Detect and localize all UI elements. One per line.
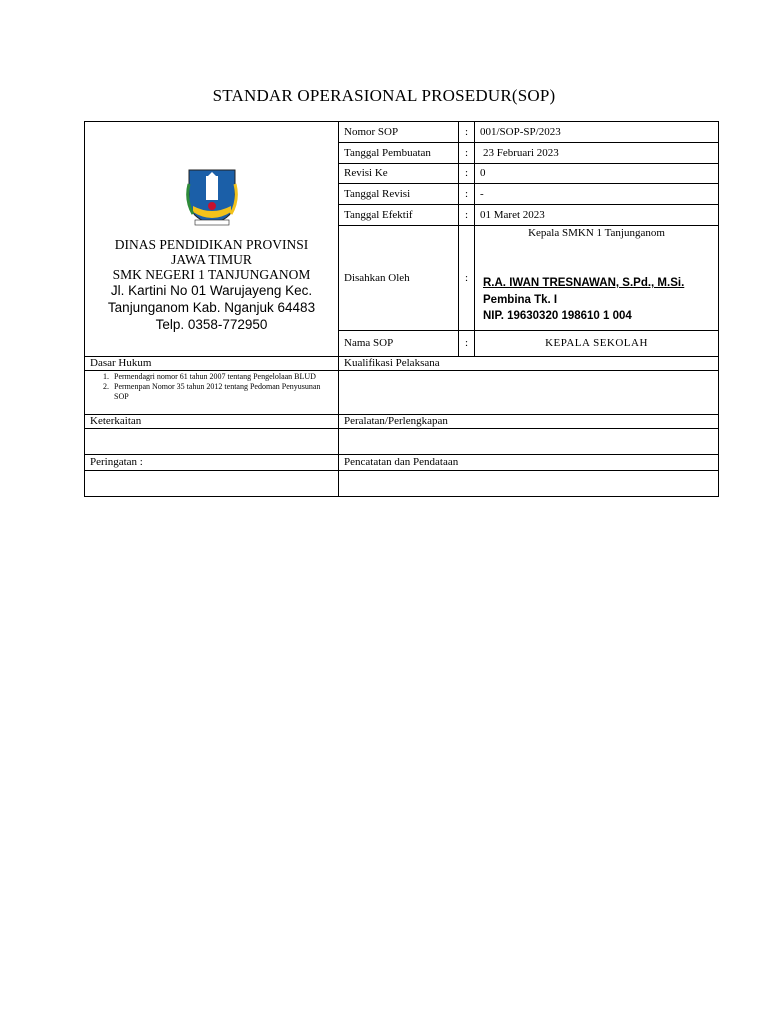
disahkan-oleh-label: Disahkan Oleh [339, 226, 459, 331]
pencatatan-header: Pencatatan dan Pendataan [339, 455, 719, 471]
tanggal-pembuatan-label: Tanggal Pembuatan [339, 143, 459, 164]
nama-sop-label: Nama SOP [339, 331, 459, 357]
laws-cell [85, 371, 339, 415]
colon: : [459, 122, 475, 143]
nama-sop-value: KEPALA SEKOLAH [475, 331, 719, 357]
org-line-1: DINAS PENDIDIKAN PROVINSI [114, 237, 309, 253]
org-line-3: SMK NEGERI 1 TANJUNGANOM [112, 267, 311, 283]
org-phone: Telp. 0358-772950 [155, 317, 268, 333]
signature-block [475, 226, 719, 331]
peralatan-header: Peralatan/Perlengkapan [339, 415, 719, 429]
sop-table [84, 121, 719, 497]
nomor-sop-label: Nomor SOP [339, 122, 459, 143]
kualifikasi-header: Kualifikasi Pelaksana [339, 357, 719, 371]
tanggal-pembuatan-value: 23 Februari 2023 [475, 143, 719, 164]
nomor-sop-value: 001/SOP-SP/2023 [475, 122, 719, 143]
peralatan-content [339, 429, 719, 455]
peringatan-content [85, 471, 339, 497]
org-address-2: Tanjunganom Kab. Nganjuk 64483 [107, 300, 316, 316]
signatory-name: R.A. IWAN TRESNAWAN, S.Pd., M.Si. [483, 277, 685, 290]
keterkaitan-content [85, 429, 339, 455]
colon: : [459, 184, 475, 205]
tanggal-revisi-value: - [475, 184, 719, 205]
kualifikasi-content [339, 371, 719, 415]
tanggal-efektif-value: 01 Maret 2023 [475, 205, 719, 226]
signatory-rank: Pembina Tk. I [483, 293, 558, 306]
colon: : [459, 164, 475, 184]
document-title: STANDAR OPERASIONAL PROSEDUR(SOP) [212, 86, 556, 105]
organization-cell [85, 122, 339, 357]
revisi-label: Revisi Ke [339, 164, 459, 184]
org-line-2: JAWA TIMUR [171, 252, 252, 268]
colon: : [459, 331, 475, 357]
dasar-hukum-header: Dasar Hukum [85, 357, 339, 371]
tanggal-efektif-label: Tanggal Efektif [339, 205, 459, 226]
colon: : [459, 226, 475, 331]
revisi-value: 0 [475, 164, 719, 184]
laws-list [89, 372, 334, 402]
law-item: 2. Permenpan Nomor 35 tahun 2012 tentang Pedoman Penyusunan SOP [111, 382, 334, 402]
colon: : [459, 205, 475, 226]
pencatatan-content [339, 471, 719, 497]
colon: : [459, 143, 475, 164]
tanggal-revisi-label: Tanggal Revisi [339, 184, 459, 205]
signatory-nip: NIP. 19630320 198610 1 004 [483, 310, 632, 323]
org-address-1: Jl. Kartini No 01 Warujayeng Kec. [110, 283, 313, 299]
peringatan-header: Peringatan : [85, 455, 339, 471]
law-item: 1. Permendagri nomor 61 tahun 2007 tentang Pengelolaan BLUD [111, 372, 334, 382]
keterkaitan-header: Keterkaitan [85, 415, 339, 429]
signatory-title: Kepala SMKN 1 Tanjunganom [528, 227, 665, 239]
east-java-emblem-icon [185, 166, 239, 228]
